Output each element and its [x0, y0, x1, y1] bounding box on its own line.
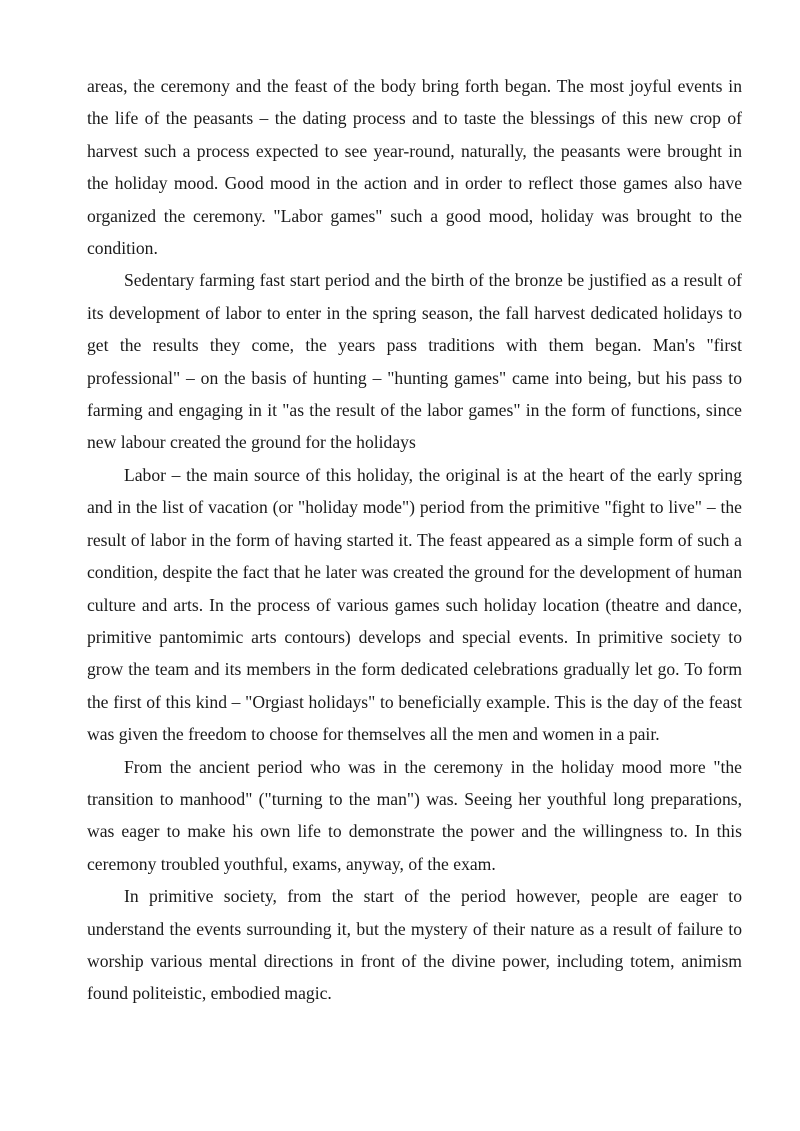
paragraph: From the ancient period who was in the ceremony in the holiday mood more "the transition to manhood" ("turning to the man") was. Seeing her youthful long preparations, was eager to make his own life to demonstrate the power and the willingness to. In this ceremony troubled youthful, exams, anyway, of the exam. [87, 756, 742, 874]
paragraph-continuation: areas, the ceremony and the feast of the body bring forth began. The most joyful events in the life of the peasants – the dating process and to taste the blessings of this new crop of harvest such a process expected to see year-round, naturally, the peasants were brought in the holiday mood. Good mood in the action and in order to reflect those games also have organized the ceremony. "Labor games" such a good mood, holiday was brought to the condition. [87, 76, 742, 259]
paragraph: Sedentary farming fast start period and the birth of the bronze be justified as a result of its development of labor to enter in the spring season, the fall harvest dedicated holidays to get the results they come, the years pass traditions with them began. Man's "first professional" – on the basis of hunting – "hunting games" came into being, but his pass to farming and engaging in it "as the result of the labor games" in the form of functions, since new labour created the ground for the holidays [87, 270, 742, 453]
paragraph: In primitive society, from the start of the period however, people are eager to understand the events surrounding it, but the mystery of their nature as a result of failure to worship various mental directions in front of the divine power, including totem, animism found politeistic, embodied magic. [87, 886, 742, 1004]
paragraph: Labor – the main source of this holiday, the original is at the heart of the early spring and in the list of vacation (or "holiday mode") period from the primitive "fight to live" – the result of labor in the form of having started it. The feast appeared as a simple form of such a condition, despite the fact that he later was created the ground for the development of human culture and arts. In the process of various games such holiday location (theatre and dance, primitive pantomimic arts contours) develops and special events. In primitive society to grow the team and its members in the form dedicated celebrations gradually let go. To form the first of this kind – "Orgiast holidays" to beneficially example. This is the day of the feast was given the freedom to choose for themselves all the men and women in a pair. [87, 464, 742, 745]
document-body [87, 70, 742, 1010]
